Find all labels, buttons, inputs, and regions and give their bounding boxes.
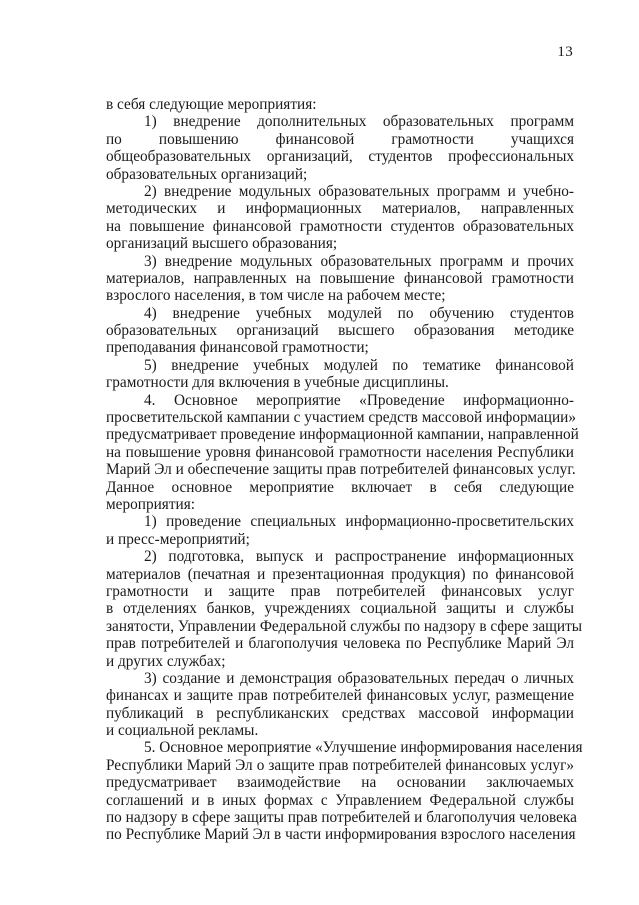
text-line: 4) внедрение учебных модулей по обучению студентов (144, 304, 574, 322)
text-line: просветительской кампании с участием средств массовой информации» (106, 409, 576, 427)
text-line: грамотности для включения в учебные дисциплины. (106, 374, 449, 392)
text-line: в отделениях банков, учреждениях социальной защиты и службы (106, 600, 574, 618)
text-line: общеобразовательных организаций, студентов профессиональных (106, 148, 574, 166)
text-line: мероприятия: (106, 495, 195, 513)
text-line: 5) внедрение учебных модулей по тематике финансовой (144, 356, 574, 374)
text-line: грамотности и защите прав потребителей финансовых услуг (106, 582, 574, 600)
text-line: соглашений и в иных формах с Управлением Федеральной службы (106, 791, 574, 809)
text-line: 2) подготовка, выпуск и распространение информационных (144, 548, 574, 566)
body-text (106, 96, 583, 844)
text-line: предусматривает взаимодействие на основании заключаемых (106, 774, 574, 792)
text-line: Республики Марий Эл о защите прав потребителей финансовых услуг» (106, 756, 574, 774)
text-line: по надзору в сфере защиты прав потребителей и благополучия человека (106, 809, 577, 827)
text-line: материалов, направленных на повышение финансовой грамотности (106, 269, 574, 287)
text-line: предусматривает проведение информационной кампании, направленной (106, 426, 579, 444)
text-line: 1) проведение специальных информационно-просветительских (144, 513, 574, 531)
text-line: организаций высшего образования; (106, 235, 338, 253)
text-line: публикаций в республиканских средствах массовой информации (106, 704, 574, 722)
text-line: 5. Основное мероприятие «Улучшение информирования населения (144, 739, 583, 757)
text-line: и других службах; (106, 652, 226, 670)
text-line: прав потребителей и благополучия человека по Республике Марий Эл (106, 635, 574, 653)
text-line: преподавания финансовой грамотности; (106, 339, 369, 357)
text-line: методических и информационных материалов, направленных (106, 200, 574, 218)
text-line: 1) внедрение дополнительных образовательных программ (144, 113, 574, 131)
text-line: и пресс-мероприятий; (106, 530, 250, 548)
text-line: в себя следующие мероприятия: (106, 96, 317, 113)
text-line: 3) создание и демонстрация образовательных передач о личных (144, 669, 574, 687)
text-line: 2) внедрение модульных образовательных программ и учебно- (144, 182, 574, 200)
text-line: на повышение финансовой грамотности студентов образовательных (106, 217, 574, 235)
text-line: образовательных организаций высшего образования методике (106, 322, 574, 340)
page-number: 13 (557, 44, 573, 60)
text-line: взрослого населения, в том числе на рабочем месте; (106, 287, 446, 305)
text-line: финансах и защите прав потребителей финансовых услуг, размещение (106, 687, 574, 705)
text-line: занятости, Управлении Федеральной службы по надзору в сфере защиты (106, 617, 583, 635)
text-line: 4. Основное мероприятие «Проведение информационно- (144, 391, 574, 409)
text-line: на повышение уровня финансовой грамотности населения Республики (106, 443, 574, 461)
text-line: по Республике Марий Эл в части информирования взрослого населения (106, 826, 576, 844)
text-line: по повышению финансовой грамотности учащихся (106, 130, 574, 148)
text-line: материалов (печатная и презентационная продукция) по финансовой (106, 565, 574, 583)
text-line: Данное основное мероприятие включает в себя следующие (106, 478, 574, 496)
text-line: 3) внедрение модульных образовательных программ и прочих (144, 252, 574, 270)
text-line: образовательных организаций; (106, 165, 308, 183)
text-line: Марий Эл и обеспечение защиты прав потребителей финансовых услуг. (106, 461, 576, 479)
text-line: и социальной рекламы. (106, 722, 259, 740)
